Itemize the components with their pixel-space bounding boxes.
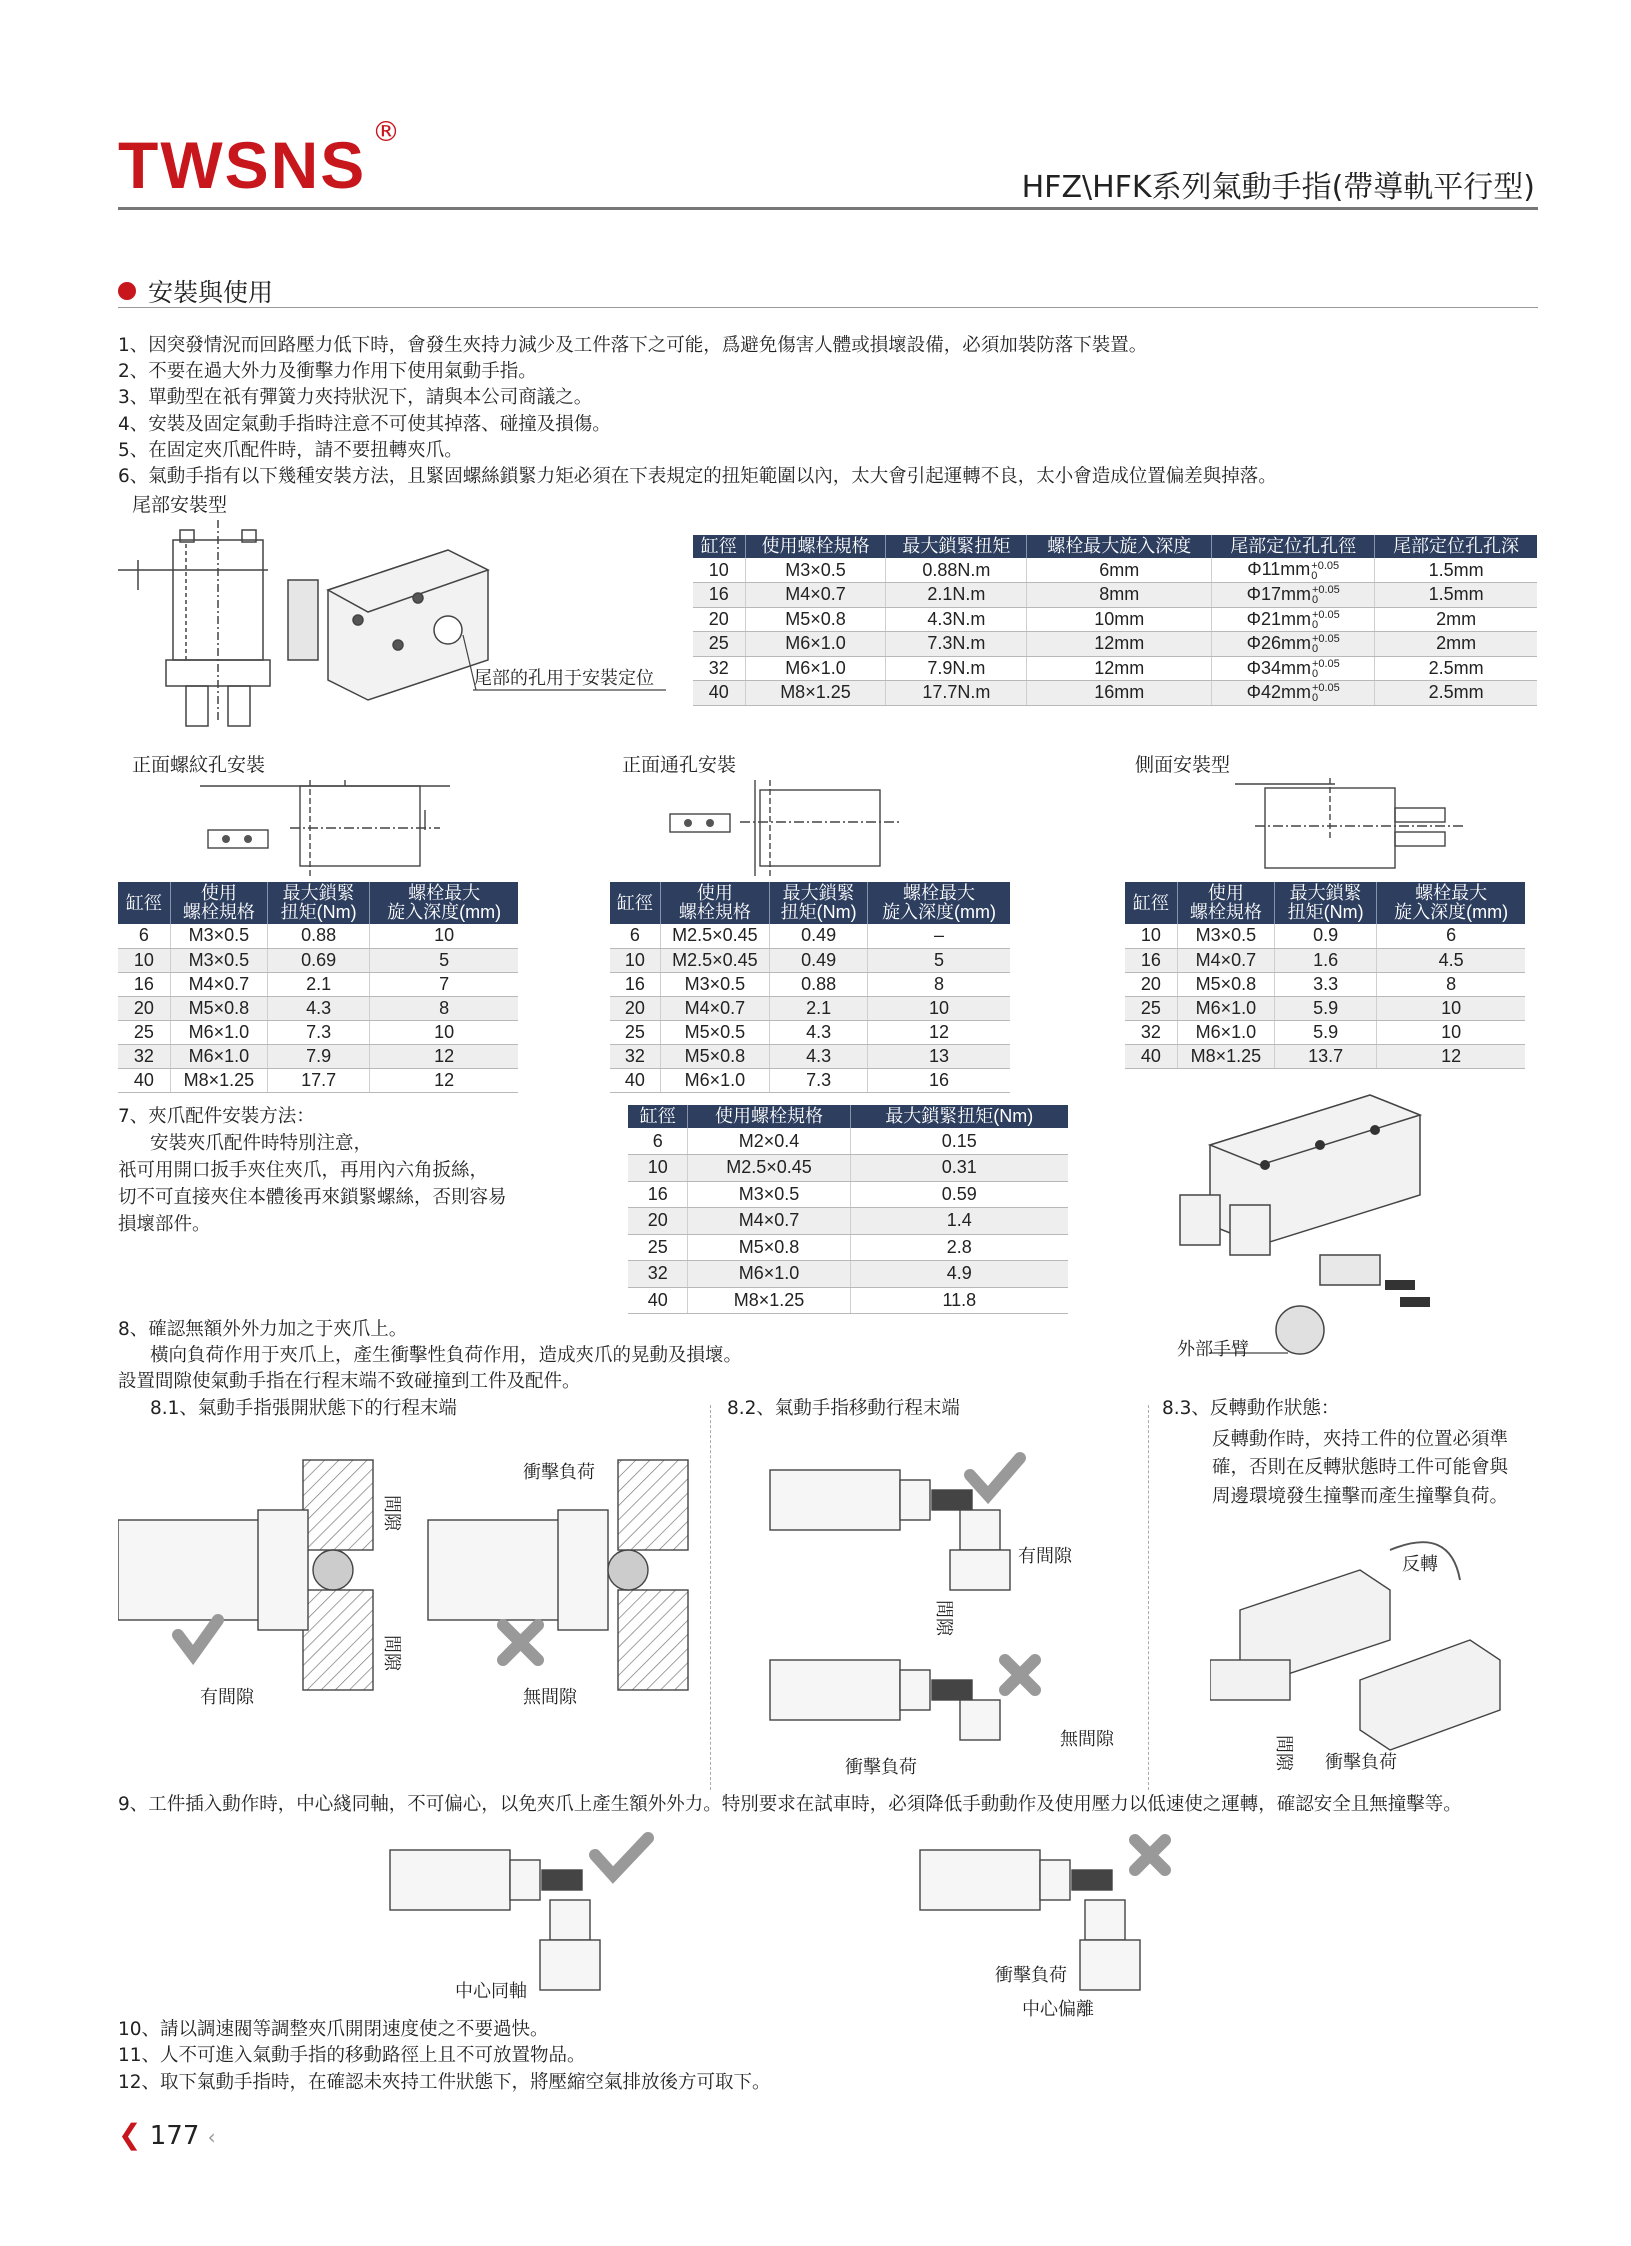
external-arm-label: 外部手臂 [1177,1339,1249,1360]
table-cell: 32 [1125,1020,1177,1044]
check-icon [178,1620,218,1655]
red-bullet-icon [118,282,136,300]
table-cell: 40 [628,1287,688,1314]
table-cell: M2.5×0.45 [660,948,769,972]
page-number-bar [118,2118,216,2151]
table-cell: 3.3 [1275,972,1377,996]
note-8-2-title: 8.2、氣動手指移動行程末端 [727,1398,960,1419]
gap-label-8-3: 間隙 [1273,1735,1294,1771]
page-right-chevron-icon: ‹ [207,2125,216,2149]
table-header-row [1125,882,1525,924]
note-3: 3、單動型在祇有彈簧力夾持狀況下，請與本公司商議之。 [118,387,593,408]
table-cell: 5 [370,948,518,972]
no-gap-label-8-1: 無間隙 [523,1687,577,1708]
table-cell: 4.3 [770,1020,868,1044]
table-cell: 7 [370,972,518,996]
front-thread-drawing [200,780,460,880]
front-through-label: 正面通孔安裝 [622,754,737,776]
open-state-stroke-end-drawing [118,1440,698,1710]
side-mount-label: 側面安裝型 [1135,754,1231,776]
table-row [610,924,1010,948]
table-cell: M3×0.5 [170,948,267,972]
impact-load-label-8-3: 衝擊負荷 [1325,1752,1397,1773]
table-cell: 8 [370,996,518,1020]
table-cell: 6 [628,1128,688,1155]
section-title: 安裝與使用 [148,278,274,307]
table-cell: 8 [1377,972,1525,996]
note-6: 6、氣動手指有以下幾種安裝方法，且緊固螺絲鎖緊力矩必須在下表規定的扭矩範圍以內，太大會引起運轉不良，太小會造成位置偏差與掉落。 [118,466,1277,487]
table-row [610,1020,1010,1044]
table-cell: 16 [610,972,660,996]
table-cell: Φ11mm +0.05 0 [1212,558,1375,583]
table-cell: 0.31 [850,1155,1068,1182]
table-cell: 16 [118,972,170,996]
table-cell: 32 [118,1044,170,1068]
table-cell: 10 [868,996,1010,1020]
table-header-row [118,882,518,924]
tail-mount-drawing [118,520,678,730]
table-cell: 5 [868,948,1010,972]
note-7-line-2: 祇可用開口扳手夾住夾爪，再用內六角扳絲， [118,1160,489,1181]
note-8-line-1: 橫向負荷作用于夾爪上，產生衝擊性負荷作用，造成夾爪的晃動及損壞。 [150,1345,743,1366]
coaxial-drawing [370,1830,690,2010]
table-row [118,948,518,972]
table-cell: M5×0.8 [688,1234,850,1261]
page-left-chevron-icon: ❮ [118,2118,142,2151]
table-cell: 2mm [1375,607,1537,632]
table-cell: 10 [370,924,518,948]
table-cell: M3×0.5 [1177,924,1274,948]
table-cell: 6 [1377,924,1525,948]
table-cell: 0.69 [268,948,370,972]
table-cell: 32 [610,1044,660,1068]
table-row [1125,1044,1525,1068]
tail-mount-table [693,535,1537,706]
tolerance: +0.05 0 [1311,608,1340,631]
table-row [693,632,1537,657]
table-row [118,972,518,996]
table-row [1125,996,1525,1020]
impact-load-label-9: 衝擊負荷 [995,1965,1067,1986]
page-number: 177 [149,2121,200,2151]
table-header-row [610,882,1010,924]
table-cell: 16 [628,1181,688,1208]
table-row [118,1068,518,1092]
section-heading [118,273,273,309]
table-cell: 40 [118,1068,170,1092]
table-cell: M8×1.25 [745,681,886,706]
table-cell: 7.3 [770,1068,868,1092]
note-9: 9、工件插入動作時，中心綫同軸，不可偏心，以免夾爪上產生額外外力。特別要求在試車時，必須降低手動動作及使用壓力以低速使之運轉，確認安全且無撞擊等。 [118,1794,1462,1815]
has-gap-label-8-1: 有間隙 [200,1687,254,1708]
note-2: 2、不要在過大外力及衝擊力作用下使用氣動手指。 [118,361,537,382]
table-cell: M4×0.7 [745,583,886,608]
table-cell: M2.5×0.45 [660,924,769,948]
cross-icon [1005,1660,1035,1690]
tail-mount-label: 尾部安裝型 [132,494,228,516]
table-cell: 0.9 [1275,924,1377,948]
reverse-action-drawing [1210,1520,1530,1780]
table-cell: 5.9 [1275,1020,1377,1044]
cross-icon [503,1625,538,1660]
table-cell: 2.1N.m [886,583,1027,608]
table-cell: 25 [693,632,745,657]
reverse-label: 反轉 [1402,1554,1438,1575]
table-cell: 25 [610,1020,660,1044]
table-cell: 20 [118,996,170,1020]
table-row [628,1261,1068,1288]
table-cell: M5×0.8 [660,1044,769,1068]
table-cell: 5.9 [1275,996,1377,1020]
table-cell: 2.5mm [1375,681,1537,706]
note-8-1-title: 8.1、氣動手指張開狀態下的行程末端 [150,1398,457,1419]
table-row [693,607,1537,632]
table-cell: 12 [370,1044,518,1068]
table-row [610,1044,1010,1068]
table-cell: 10mm [1027,607,1212,632]
note-8-3-line-1: 反轉動作時，夾持工件的位置必須準 [1212,1429,1509,1450]
table-cell: 7.3 [268,1020,370,1044]
table-row [693,681,1537,706]
front-thread-table [118,882,518,1093]
table-cell: M6×1.0 [745,632,886,657]
col-bore: 缸徑 [628,1105,688,1128]
table-cell: 40 [610,1068,660,1092]
table-row [1125,972,1525,996]
side-mount-drawing [1235,778,1475,878]
table-cell: M4×0.7 [170,972,267,996]
note-4: 4、安裝及固定氣動手指時注意不可使其掉落、碰撞及損傷。 [118,414,611,435]
table-cell: 10 [610,948,660,972]
table-cell: 20 [610,996,660,1020]
check-icon [595,1838,648,1875]
tolerance: +0.05 0 [1311,657,1340,680]
table-row [693,558,1537,583]
table-cell: Φ17mm +0.05 0 [1212,583,1375,608]
table-cell: 7.9N.m [886,656,1027,681]
col-bolt-spec: 使用 螺栓規格 [660,882,769,924]
table-cell: 10 [1125,924,1177,948]
table-cell: 20 [628,1208,688,1235]
table-cell: 16mm [1027,681,1212,706]
jaw-fitting-table [628,1105,1068,1314]
table-cell: 4.3 [770,1044,868,1068]
table-row [628,1234,1068,1261]
note-7-line-4: 損壞部件。 [118,1214,211,1235]
col-bolt-spec: 使用螺栓規格 [688,1105,850,1128]
table-cell: 1.6 [1275,948,1377,972]
table-cell: 2.1 [770,996,868,1020]
note-8-3-line-2: 確，否則在反轉狀態時工件可能會與 [1212,1457,1509,1478]
table-cell: M3×0.5 [745,558,886,583]
table-cell: 10 [628,1155,688,1182]
table-cell: 11.8 [850,1287,1068,1314]
col-max-depth: 螺栓最大 旋入深度(mm) [868,882,1010,924]
table-cell: 10 [693,558,745,583]
col-hole-diameter: 尾部定位孔孔徑 [1212,535,1375,558]
table-cell: 4.5 [1377,948,1525,972]
table-cell: Φ34mm +0.05 0 [1212,656,1375,681]
table-cell: 0.15 [850,1128,1068,1155]
col-bolt-spec: 使用 螺栓規格 [1177,882,1274,924]
table-cell: 20 [1125,972,1177,996]
table-cell: M2×0.4 [688,1128,850,1155]
table-row [1125,948,1525,972]
table-row [693,583,1537,608]
table-cell: 2.8 [850,1234,1068,1261]
table-cell: M4×0.7 [1177,948,1274,972]
table-cell: 10 [1377,1020,1525,1044]
table-cell: 17.7 [268,1068,370,1092]
col-max-torque: 最大鎖緊 扭矩(Nm) [268,882,370,924]
table-row [628,1287,1068,1314]
col-bolt-spec: 使用 螺栓規格 [170,882,267,924]
table-row [628,1128,1068,1155]
table-cell: 4.3 [268,996,370,1020]
table-cell: 8mm [1027,583,1212,608]
table-cell: M4×0.7 [688,1208,850,1235]
table-row [118,924,518,948]
table-cell: 0.88N.m [886,558,1027,583]
tail-hole-label: 尾部的孔用于安裝定位 [474,668,654,689]
table-cell: 2.5mm [1375,656,1537,681]
section-rule [118,307,1538,308]
table-row [118,1020,518,1044]
table-cell: 0.88 [268,924,370,948]
table-cell: 13.7 [1275,1044,1377,1068]
note-10: 10、請以調速閥等調整夾爪開閉速度使之不要過快。 [118,2019,549,2040]
table-cell: M6×1.0 [170,1044,267,1068]
table-row [628,1208,1068,1235]
note-8-3-line-3: 周邊環境發生撞擊而產生撞擊負荷。 [1212,1486,1509,1507]
table-cell: M6×1.0 [688,1261,850,1288]
no-gap-label-8-2: 無間隙 [1060,1729,1114,1750]
note-8-3-title: 8.3、反轉動作狀態： [1162,1398,1340,1419]
table-cell: Φ21mm +0.05 0 [1212,607,1375,632]
col-bolt-spec: 使用螺栓規格 [745,535,886,558]
table-cell: 10 [370,1020,518,1044]
note-8-title: 8、確認無額外外力加之于夾爪上。 [118,1319,408,1340]
front-through-table [610,882,1010,1093]
table-cell: M6×1.0 [660,1068,769,1092]
table-cell: M3×0.5 [660,972,769,996]
table-cell: Φ42mm +0.05 0 [1212,681,1375,706]
col-bore: 缸徑 [1125,882,1177,924]
note-7-line-3: 切不可直接夾住本體後再來鎖緊螺絲，否則容易 [118,1187,507,1208]
table-row [118,1044,518,1068]
note-1: 1、因突發情況而回路壓力低下時，會發生夾持力減少及工件落下之可能，爲避免傷害人體或損壞設備，必須加裝防落下裝置。 [118,335,1148,356]
table-cell: M5×0.8 [170,996,267,1020]
table-cell: 16 [693,583,745,608]
note-5: 5、在固定夾爪配件時，請不要扭轉夾爪。 [118,440,463,461]
table-cell: 32 [628,1261,688,1288]
table-cell: 25 [1125,996,1177,1020]
col-max-depth: 螺栓最大旋入深度 [1027,535,1212,558]
table-cell: 12mm [1027,632,1212,657]
table-cell: M3×0.5 [170,924,267,948]
table-cell: 40 [693,681,745,706]
col-bore: 缸徑 [610,882,660,924]
off-center-label: 中心偏離 [1022,1999,1094,2020]
note-7-line-1: 安裝夾爪配件時特別注意， [150,1133,373,1154]
coaxial-label: 中心同軸 [455,1981,527,2002]
gap-label-bottom: 間隙 [381,1635,402,1671]
table-cell: 17.7N.m [886,681,1027,706]
table-cell: M2.5×0.45 [688,1155,850,1182]
gap-label-8-2: 間隙 [933,1600,954,1636]
table-cell: M6×1.0 [1177,996,1274,1020]
table-cell: M5×0.5 [660,1020,769,1044]
table-cell: 12 [1377,1044,1525,1068]
table-header-row [693,535,1537,558]
move-stroke-end-drawing [760,1450,1140,1790]
table-cell: M8×1.25 [688,1287,850,1314]
table-cell: 4.3N.m [886,607,1027,632]
table-cell: 12mm [1027,656,1212,681]
table-cell: 13 [868,1044,1010,1068]
table-cell: 2mm [1375,632,1537,657]
table-cell: M8×1.25 [1177,1044,1274,1068]
table-row [610,972,1010,996]
table-cell: 4.9 [850,1261,1068,1288]
off-center-drawing [900,1830,1240,2030]
col-max-torque: 最大鎖緊 扭矩(Nm) [1275,882,1377,924]
divider-8-1 [710,1405,711,1790]
table-cell: 1.5mm [1375,583,1537,608]
note-11: 11、人不可進入氣動手指的移動路徑上且不可放置物品。 [118,2045,586,2066]
table-cell: 2.1 [268,972,370,996]
col-max-torque: 最大鎖緊扭矩 [886,535,1027,558]
table-cell: 20 [693,607,745,632]
table-cell: M5×0.8 [1177,972,1274,996]
note-8-line-2: 設置間隙使氣動手指在行程末端不致碰撞到工件及配件。 [118,1371,581,1392]
table-cell: – [868,924,1010,948]
table-cell: Φ26mm +0.05 0 [1212,632,1375,657]
brand-logo: TWSNS [118,128,367,202]
table-row [628,1155,1068,1182]
cross-icon [1135,1840,1165,1870]
table-cell: 10 [118,948,170,972]
table-cell: 12 [868,1020,1010,1044]
side-mount-table [1125,882,1525,1069]
table-cell: 6 [118,924,170,948]
check-icon [970,1458,1020,1495]
table-cell: M4×0.7 [660,996,769,1020]
impact-load-label-8-1: 衝擊負荷 [523,1462,595,1483]
front-through-drawing [660,780,920,880]
col-hole-depth: 尾部定位孔孔深 [1375,535,1537,558]
tolerance: +0.05 0 [1311,584,1340,607]
header-rule [118,207,1538,210]
series-title: HFZ\HFK系列氣動手指(帶導軌平行型) [1021,170,1535,205]
table-cell: M3×0.5 [688,1181,850,1208]
table-row [1125,1020,1525,1044]
table-row [610,1068,1010,1092]
has-gap-label-8-2: 有間隙 [1018,1546,1072,1567]
table-cell: M5×0.8 [745,607,886,632]
table-cell: 7.3N.m [886,632,1027,657]
table-cell: M6×1.0 [170,1020,267,1044]
table-cell: M6×1.0 [1177,1020,1274,1044]
col-max-torque: 最大鎖緊扭矩(Nm) [850,1105,1068,1128]
note-7-title: 7、夾爪配件安裝方法： [118,1106,315,1127]
table-cell: 40 [1125,1044,1177,1068]
table-cell: 0.88 [770,972,868,996]
table-cell: M8×1.25 [170,1068,267,1092]
table-cell: 10 [1377,996,1525,1020]
table-row [610,996,1010,1020]
table-cell: 6mm [1027,558,1212,583]
table-cell: 16 [868,1068,1010,1092]
table-cell: 6 [610,924,660,948]
impact-load-label-8-2: 衝擊負荷 [845,1757,917,1778]
table-row [118,996,518,1020]
table-cell: 7.9 [268,1044,370,1068]
table-cell: 25 [628,1234,688,1261]
table-cell: 0.49 [770,948,868,972]
table-cell: 16 [1125,948,1177,972]
table-row [1125,924,1525,948]
registered-mark: ® [372,115,400,148]
jaw-fitting-drawing [1170,1085,1470,1365]
note-12: 12、取下氣動手指時，在確認未夾持工件狀態下，將壓縮空氣排放後方可取下。 [118,2072,771,2093]
table-cell: 8 [868,972,1010,996]
front-thread-label: 正面螺紋孔安裝 [132,754,266,776]
table-row [628,1181,1068,1208]
divider-8-2 [1148,1405,1149,1790]
col-bore: 缸徑 [118,882,170,924]
table-cell: 1.4 [850,1208,1068,1235]
tolerance: +0.05 0 [1311,559,1340,582]
table-cell: M6×1.0 [745,656,886,681]
col-max-depth: 螺栓最大 旋入深度(mm) [1377,882,1525,924]
col-max-depth: 螺栓最大 旋入深度(mm) [370,882,518,924]
table-cell: 1.5mm [1375,558,1537,583]
table-cell: 32 [693,656,745,681]
gap-label-top: 間隙 [381,1495,402,1531]
table-cell: 0.59 [850,1181,1068,1208]
table-cell: 12 [370,1068,518,1092]
tolerance: +0.05 0 [1311,633,1340,656]
table-header-row [628,1105,1068,1128]
table-row [693,656,1537,681]
table-row [610,948,1010,972]
table-cell: 0.49 [770,924,868,948]
table-cell: 25 [118,1020,170,1044]
tolerance: +0.05 0 [1311,682,1340,705]
col-bore: 缸徑 [693,535,745,558]
col-max-torque: 最大鎖緊 扭矩(Nm) [770,882,868,924]
